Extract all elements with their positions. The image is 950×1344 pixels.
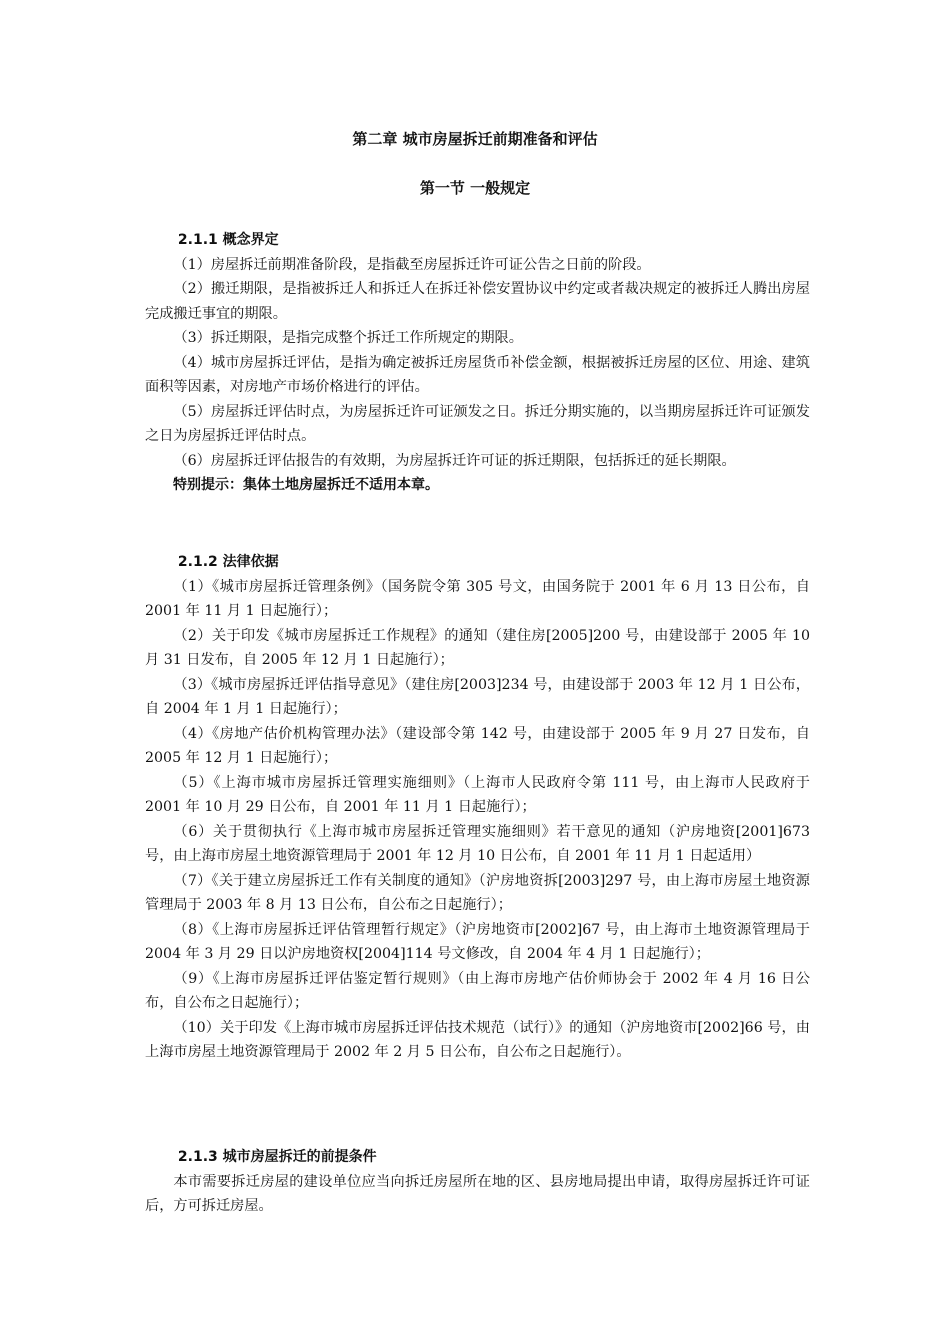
paragraph: （1）《城市房屋拆迁管理条例》（国务院令第 305 号文，由国务院于 2001 年 6 月 13 日公布，自 2001 年 11 月 1 日起施行）； <box>145 578 810 619</box>
section-2-1-2 <box>145 550 810 1065</box>
paragraph: （10）关于印发《上海市城市房屋拆迁评估技术规范（试行）》的通知（沪房地资市[2002]66 号，由上海市房屋土地资源管理局于 2002 年 2 月 5 日公布，自公布之日起施行）。 <box>145 1019 810 1060</box>
paragraph: （2）关于印发《城市房屋拆迁工作规程》的通知（建住房[2005]200 号，由建设部于 2005 年 10 月 31 日发布，自 2005 年 12 月 1 日起施行）； <box>145 627 810 668</box>
heading-2-1-3: 2.1.3 城市房屋拆迁的前提条件 <box>177 1149 377 1165</box>
heading-2-1-1: 2.1.1 概念界定 <box>177 232 279 248</box>
paragraph: （8）《上海市房屋拆迁评估管理暂行规定》（沪房地资市[2002]67 号，由上海市土地资源管理局于 2004 年 3 月 29 日以沪房地资权[2004]114 号文修改，自 2004 年 4 月 1 日起施行）； <box>145 921 810 962</box>
section-2-1-1 <box>145 228 810 498</box>
section-title: 第一节 一般规定 <box>419 179 531 197</box>
paragraph: （6）房屋拆迁评估报告的有效期，为房屋拆迁许可证的拆迁期限，包括拆迁的延长期限。 <box>173 452 736 469</box>
paragraph: （6）关于贯彻执行《上海市城市房屋拆迁管理实施细则》若干意见的通知（沪房地资[2001]673 号，由上海市房屋土地资源管理局于 2001 年 12 月 10 日公布，自 2001 年 11 月 1 日起适用） <box>145 823 810 864</box>
paragraph: （9）《上海市房屋拆迁评估鉴定暂行规则》（由上海市房地产估价师协会于 2002 年 4 月 16 日公布，自公布之日起施行）； <box>145 970 810 1011</box>
special-note: 特别提示：集体土地房屋拆迁不适用本章。 <box>173 477 439 493</box>
paragraph: （1）房屋拆迁前期准备阶段，是指截至房屋拆迁许可证公告之日前的阶段。 <box>173 256 651 273</box>
chapter-title: 第二章 城市房屋拆迁前期准备和评估 <box>352 130 598 148</box>
paragraph: 本市需要拆迁房屋的建设单位应当向拆迁房屋所在地的区、县房地局提出申请，取得房屋拆迁许可证后，方可拆迁房屋。 <box>145 1173 810 1214</box>
paragraph: （5）《上海市城市房屋拆迁管理实施细则》（上海市人民政府令第 111 号，由上海市人民政府于 2001 年 10 月 29 日公布，自 2001 年 11 月 1 日起施行）； <box>145 774 810 815</box>
paragraph: （3）《城市房屋拆迁评估指导意见》（建住房[2003]234 号，由建设部于 2003 年 12 月 1 日公布，自 2004 年 1 月 1 日起施行）； <box>145 676 810 717</box>
paragraph: （3）拆迁期限，是指完成整个拆迁工作所规定的期限。 <box>173 330 523 346</box>
paragraph: （5）房屋拆迁评估时点，为房屋拆迁许可证颁发之日。拆迁分期实施的，以当期房屋拆迁许可证颁发之日为房屋拆迁评估时点。 <box>145 403 810 444</box>
paragraph: （7）《关于建立房屋拆迁工作有关制度的通知》（沪房地资拆[2003]297 号，由上海市房屋土地资源管理局于 2003 年 8 月 13 日公布，自公布之日起施行）； <box>145 872 810 913</box>
paragraph: （4）《房地产估价机构管理办法》（建设部令第 142 号，由建设部于 2005 年 9 月 27 日发布，自 2005 年 12 月 1 日起施行）； <box>145 725 810 766</box>
paragraph: （4）城市房屋拆迁评估，是指为确定被拆迁房屋货币补偿金额，根据被拆迁房屋的区位、用途、建筑面积等因素，对房地产市场价格进行的评估。 <box>145 354 810 395</box>
section-2-1-3 <box>145 1145 810 1219</box>
paragraph: （2）搬迁期限，是指被拆迁人和拆迁人在拆迁补偿安置协议中约定或者裁决规定的被拆迁人腾出房屋完成搬迁事宜的期限。 <box>145 281 810 322</box>
heading-2-1-2: 2.1.2 法律依据 <box>177 554 279 570</box>
